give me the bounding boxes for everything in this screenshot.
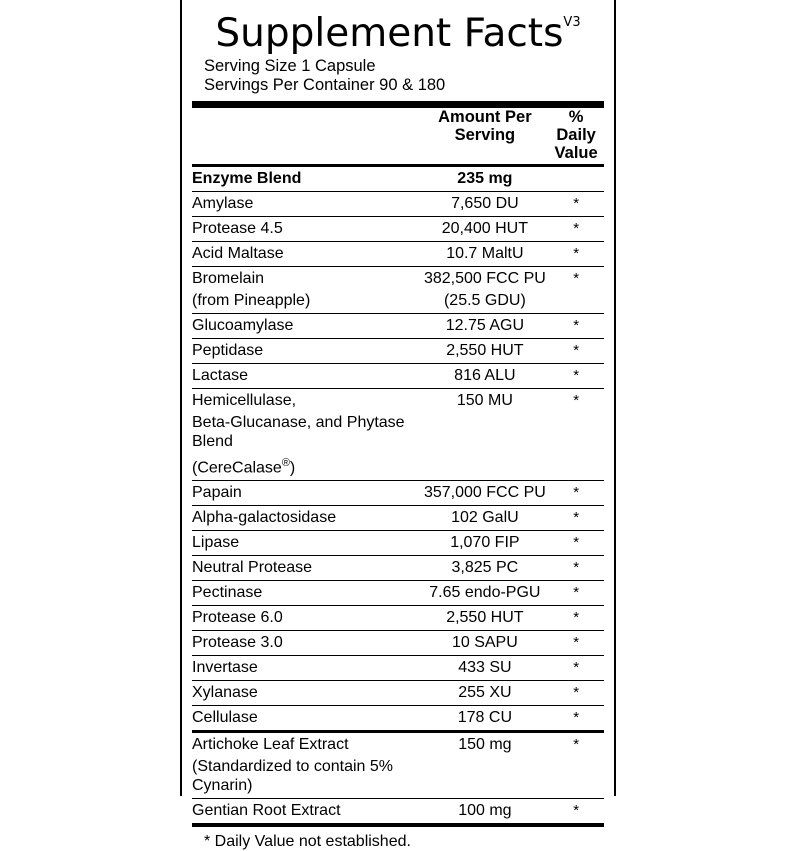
row-amount: 7,650 DU bbox=[422, 192, 549, 217]
row-daily-value: * bbox=[548, 364, 604, 389]
table-row bbox=[192, 314, 604, 339]
supplement-facts-panel bbox=[180, 0, 616, 851]
row-daily-value: * bbox=[548, 242, 604, 267]
table-header-row bbox=[192, 108, 604, 166]
row-nutrient-name: Beta-Glucanase, and Phytase Blend bbox=[192, 414, 405, 450]
row-daily-value: * bbox=[548, 706, 604, 732]
row-daily-value bbox=[548, 413, 604, 454]
row-nutrient-name: Amylase bbox=[192, 192, 422, 217]
divider-thick-top bbox=[192, 101, 604, 108]
row-daily-value bbox=[548, 166, 604, 192]
row-daily-value: * bbox=[548, 581, 604, 606]
header-amount-per-serving bbox=[422, 108, 549, 166]
row-nutrient-name: Lactase bbox=[192, 364, 422, 389]
row-nutrient-name: (from Pineapple) bbox=[192, 292, 311, 309]
row-daily-value: * bbox=[548, 217, 604, 242]
table-row bbox=[192, 217, 604, 242]
row-daily-value: * bbox=[548, 314, 604, 339]
row-nutrient-name: Lipase bbox=[192, 531, 422, 556]
header-nutrient-blank bbox=[192, 108, 422, 166]
row-amount: 1,070 FIP bbox=[422, 531, 549, 556]
header-daily-value bbox=[548, 108, 604, 166]
servings-per-container: Servings Per Container 90 & 180 bbox=[204, 76, 446, 94]
row-daily-value: * bbox=[548, 389, 604, 414]
daily-value-footnote: * Daily Value not established. bbox=[204, 833, 411, 851]
row-nutrient-name: Alpha-galactosidase bbox=[192, 506, 422, 531]
row-nutrient-name: Protease 6.0 bbox=[192, 606, 422, 631]
row-amount: 433 SU bbox=[422, 656, 549, 681]
row-nutrient-name: Artichoke Leaf Extract bbox=[192, 732, 422, 758]
table-row bbox=[192, 413, 604, 454]
row-nutrient-name: (Standardized to contain 5% Cynarin) bbox=[192, 758, 394, 795]
table-row bbox=[192, 799, 604, 824]
row-daily-value: * bbox=[548, 531, 604, 556]
row-amount: 20,400 HUT bbox=[422, 217, 549, 242]
row-nutrient-name: (CereCalase®) bbox=[192, 457, 296, 477]
table-row bbox=[192, 656, 604, 681]
row-nutrient-name: Enzyme Blend bbox=[192, 166, 422, 192]
table-row bbox=[192, 242, 604, 267]
row-amount: 255 XU bbox=[422, 681, 549, 706]
row-nutrient-name: Cellulase bbox=[192, 706, 422, 732]
table-row bbox=[192, 732, 604, 758]
row-daily-value: * bbox=[548, 799, 604, 824]
row-amount: 12.75 AGU bbox=[422, 314, 549, 339]
row-nutrient-name: Gentian Root Extract bbox=[192, 799, 422, 824]
row-nutrient-name: Bromelain bbox=[192, 267, 422, 292]
row-amount: 2,550 HUT bbox=[422, 339, 549, 364]
table-row bbox=[192, 531, 604, 556]
table-row bbox=[192, 556, 604, 581]
table-row bbox=[192, 454, 604, 481]
serving-size: Serving Size 1 Capsule bbox=[204, 57, 376, 75]
row-amount: 10.7 MaltU bbox=[422, 242, 549, 267]
row-amount: 2,550 HUT bbox=[422, 606, 549, 631]
row-amount: 178 CU bbox=[422, 706, 549, 732]
header-dv-line2: Value bbox=[554, 144, 598, 162]
row-daily-value bbox=[548, 757, 604, 799]
row-amount: 7.65 endo-PGU bbox=[422, 581, 549, 606]
row-nutrient-name: Protease 3.0 bbox=[192, 631, 422, 656]
table-row bbox=[192, 481, 604, 506]
row-amount: (25.5 GDU) bbox=[443, 292, 526, 309]
table-row bbox=[192, 166, 604, 192]
row-nutrient-name: Hemicellulase, bbox=[192, 389, 422, 414]
row-daily-value: * bbox=[548, 556, 604, 581]
row-daily-value bbox=[548, 454, 604, 481]
row-daily-value: * bbox=[548, 681, 604, 706]
row-amount: 10 SAPU bbox=[422, 631, 549, 656]
title-text: Supplement Facts bbox=[215, 11, 564, 56]
row-daily-value: * bbox=[548, 267, 604, 292]
page-title bbox=[192, 6, 604, 57]
nutrition-table bbox=[192, 108, 604, 823]
row-nutrient-name: Neutral Protease bbox=[192, 556, 422, 581]
row-amount: 100 mg bbox=[422, 799, 549, 824]
header-amount-line1: Amount Per bbox=[438, 108, 532, 126]
row-daily-value: * bbox=[548, 339, 604, 364]
table-row bbox=[192, 389, 604, 414]
row-nutrient-name: Glucoamylase bbox=[192, 314, 422, 339]
table-row bbox=[192, 757, 604, 799]
table-row bbox=[192, 291, 604, 314]
row-nutrient-name: Protease 4.5 bbox=[192, 217, 422, 242]
row-amount: 816 ALU bbox=[422, 364, 549, 389]
row-nutrient-name: Papain bbox=[192, 481, 422, 506]
row-amount bbox=[422, 757, 549, 799]
table-row bbox=[192, 339, 604, 364]
table-row bbox=[192, 267, 604, 292]
row-daily-value: * bbox=[548, 506, 604, 531]
row-amount: 150 MU bbox=[422, 389, 549, 414]
row-daily-value: * bbox=[548, 192, 604, 217]
table-row bbox=[192, 506, 604, 531]
row-daily-value: * bbox=[548, 481, 604, 506]
title-version-superscript: V3 bbox=[563, 15, 581, 30]
row-nutrient-name: Xylanase bbox=[192, 681, 422, 706]
table-body bbox=[192, 166, 604, 824]
row-nutrient-name: Peptidase bbox=[192, 339, 422, 364]
row-daily-value bbox=[548, 291, 604, 314]
row-daily-value: * bbox=[548, 606, 604, 631]
row-daily-value: * bbox=[548, 656, 604, 681]
row-nutrient-name: Pectinase bbox=[192, 581, 422, 606]
row-amount: 102 GalU bbox=[422, 506, 549, 531]
row-amount bbox=[422, 413, 549, 454]
row-amount: 382,500 FCC PU bbox=[422, 267, 549, 292]
row-daily-value: * bbox=[548, 631, 604, 656]
row-amount: 357,000 FCC PU bbox=[422, 481, 549, 506]
row-amount: 3,825 PC bbox=[422, 556, 549, 581]
table-row bbox=[192, 681, 604, 706]
table-row bbox=[192, 581, 604, 606]
table-row bbox=[192, 364, 604, 389]
row-daily-value: * bbox=[548, 732, 604, 758]
table-row bbox=[192, 606, 604, 631]
table-row bbox=[192, 192, 604, 217]
footnote-section bbox=[192, 823, 604, 851]
header-dv-line1: % Daily bbox=[556, 108, 596, 144]
row-nutrient-name: Acid Maltase bbox=[192, 242, 422, 267]
row-nutrient-name: Invertase bbox=[192, 656, 422, 681]
table-row bbox=[192, 631, 604, 656]
table-row bbox=[192, 706, 604, 732]
row-amount: 150 mg bbox=[422, 732, 549, 758]
header-amount-line2: Serving bbox=[454, 126, 516, 144]
row-amount bbox=[422, 454, 549, 481]
row-amount: 235 mg bbox=[422, 166, 549, 192]
